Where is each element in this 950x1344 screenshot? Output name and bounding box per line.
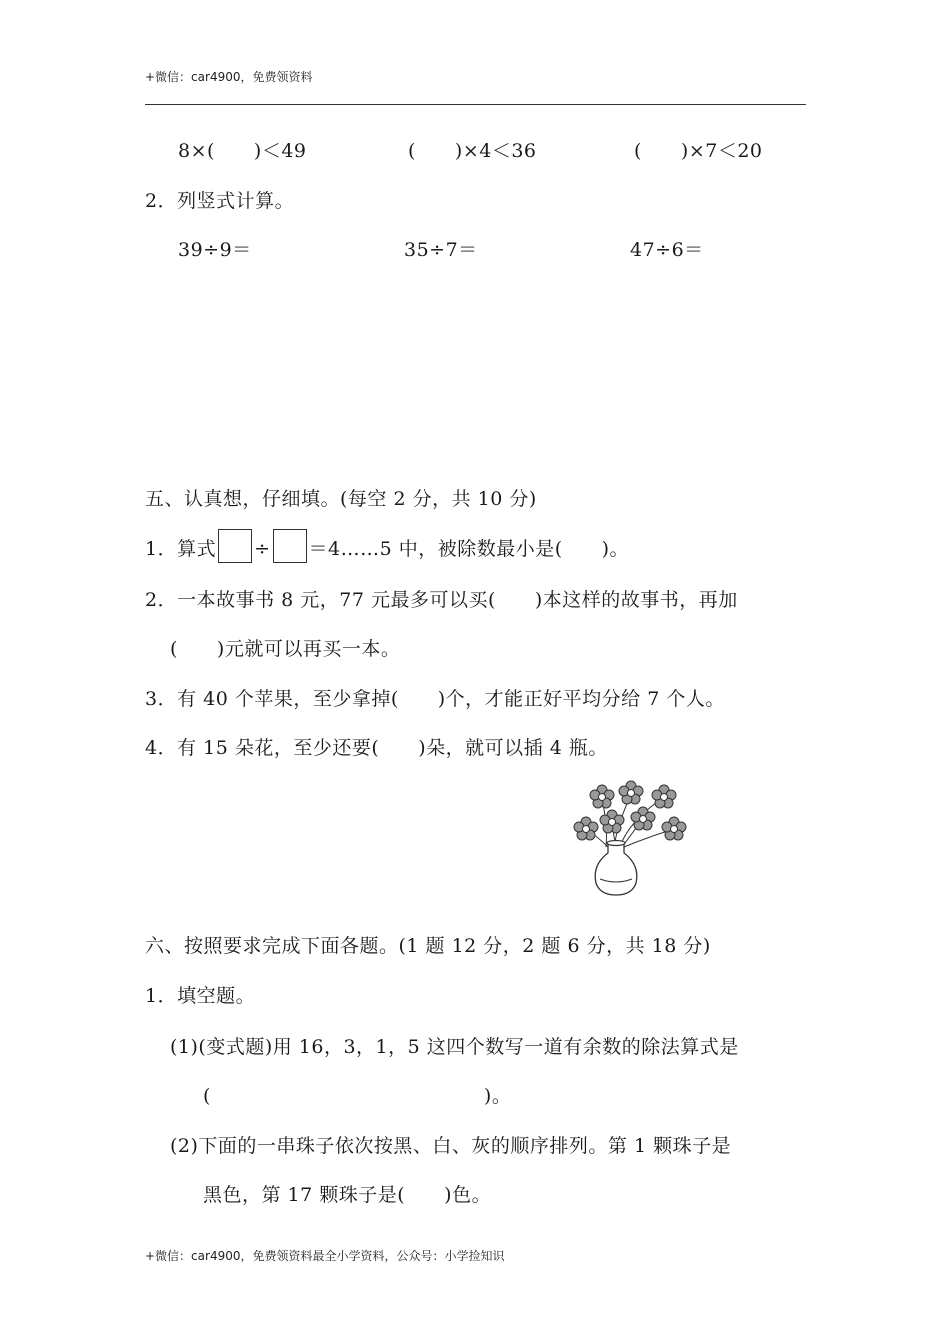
flower-vase-illustration xyxy=(568,777,690,901)
dividend-box xyxy=(218,529,252,563)
header-rule xyxy=(145,104,806,105)
section6-q1-title: 1．填空题。 xyxy=(145,985,256,1007)
section6-sub2-line2: 黑色，第 17 颗珠子是( )色。 xyxy=(203,1184,492,1206)
divisor-box xyxy=(273,529,307,563)
division-item-1: 39÷9＝ xyxy=(178,239,252,261)
section6-title: 六、按照要求完成下面各题。(1 题 12 分，2 题 6 分，共 18 分) xyxy=(145,935,711,957)
footer-text: +微信：car4900，免费领资料最全小学资料，公众号：小学捡知识 xyxy=(145,1249,505,1263)
flower xyxy=(662,817,686,840)
flower xyxy=(652,785,676,808)
section5-q4: 4．有 15 朵花，至少还要( )朵，就可以插 4 瓶。 xyxy=(145,737,608,759)
q1-divide-sign: ÷ xyxy=(254,538,271,560)
flower xyxy=(590,785,614,808)
division-item-3: 47÷6＝ xyxy=(630,239,704,261)
section5-title: 五、认真想，仔细填。(每空 2 分，共 10 分) xyxy=(145,488,537,510)
section5-q2-line1: 2．一本故事书 8 元，77 元最多可以买( )本这样的故事书，再加 xyxy=(145,589,738,611)
section6-sub1-line2: ( )。 xyxy=(203,1085,512,1107)
flowers xyxy=(574,781,686,840)
compare-item-2: ( )×4＜36 xyxy=(408,140,537,162)
header-text: +微信：car4900，免费领资料 xyxy=(145,70,313,84)
division-item-2: 35÷7＝ xyxy=(404,239,478,261)
section6-sub1-line1: (1)(变式题)用 16，3，1，5 这四个数写一道有余数的除法算式是 xyxy=(170,1036,739,1058)
flower xyxy=(631,807,655,830)
vase xyxy=(595,843,637,895)
section5-q2-line2: ( )元就可以再买一本。 xyxy=(170,638,401,660)
flower xyxy=(574,817,598,840)
vase-rim xyxy=(607,841,625,846)
compare-item-1: 8×( )＜49 xyxy=(178,140,307,162)
section5-q3: 3．有 40 个苹果，至少拿掉( )个，才能正好平均分给 7 个人。 xyxy=(145,688,725,710)
section5-q1 xyxy=(145,537,629,563)
q1-suffix: ＝4……5 中，被除数最小是( )。 xyxy=(308,538,630,560)
q2-title: 2．列竖式计算。 xyxy=(145,190,295,212)
section6-sub2-line1: (2)下面的一串珠子依次按黑、白、灰的顺序排列。第 1 颗珠子是 xyxy=(170,1135,732,1157)
flower xyxy=(619,781,643,804)
q1-prefix: 1．算式 xyxy=(145,538,217,560)
compare-item-3: ( )×7＜20 xyxy=(634,140,763,162)
flower xyxy=(600,810,624,833)
